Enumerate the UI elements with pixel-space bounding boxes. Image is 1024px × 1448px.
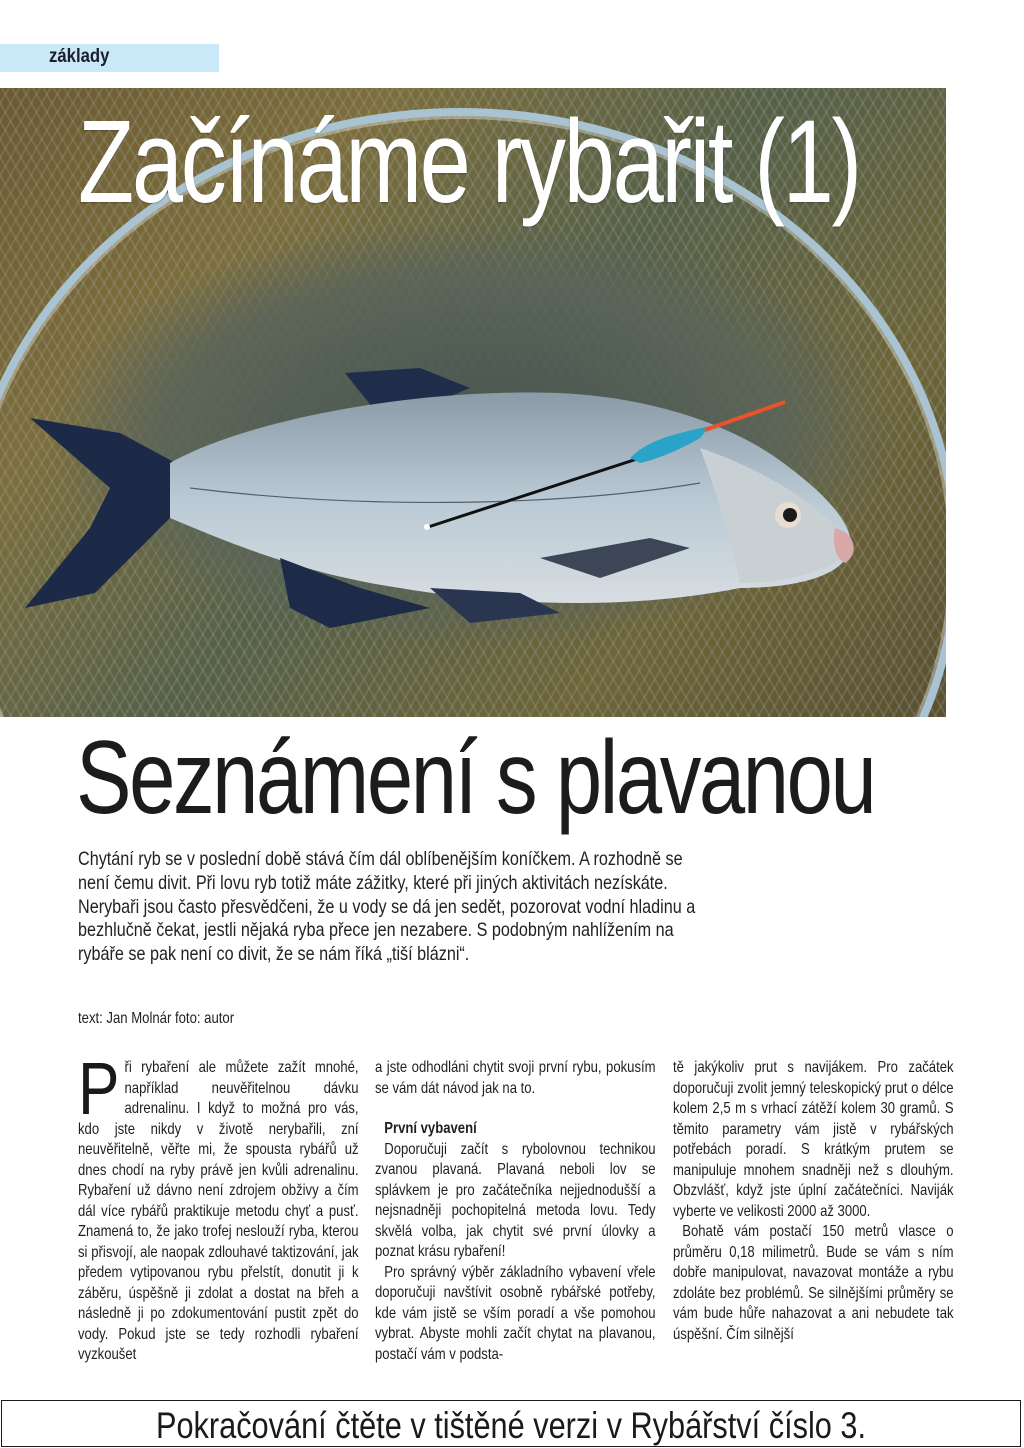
- lead-text: Chytání ryb se v poslední době stává čím dál oblíbenějším koníčkem. A rozhodně se není čemu divit. Při lovu ryb totiž máte zážitky, které při jiných aktivitách nezískáte. Nerybaři jsou často přesvědčeni, že u vody se dá jen sedět, pozorovat vodní hladinu a bezhlučně čekat, jestli nějaká ryba přece jen nezabere. S podobným nahlížením na rybáře se pak není co divit, že se nám říká „tiší blázni“.: [78, 848, 696, 966]
- byline: text: Jan Molnár foto: autor: [78, 1010, 235, 1027]
- article-subtitle: Seznámení s plavanou: [76, 720, 875, 836]
- body-column-1: [78, 1047, 359, 1366]
- article-title: Začínáme rybařit (1): [78, 96, 860, 228]
- body-column-2: [375, 1058, 656, 1365]
- section-tag: [0, 44, 219, 72]
- body-paragraph: tě jakýkoliv prut s navijákem. Pro začátek doporučuji zvolit jemný teleskopický prut o délce kolem 2,5 m s vrhací zátěží kolem 30 gramů. S těmito parametry vám jistě v rybářských potřebách poradí. S krátkým prutem se manipuluje mnohem snadněji než s dlouhým. Obzvlášť, když jste úplní začátečníci. Naviják vyberte ve velikosti 2000 až 3000.: [673, 1059, 954, 1220]
- continuation-notice: [1, 1400, 1021, 1447]
- continuation-text: Pokračování čtěte v tištěné verzi v Rybářství číslo 3.: [155, 1405, 867, 1446]
- body-paragraph: Doporučuji začít s rybolovnou technikou zvanou plavaná. Plavaná neboli lov se splávkem je pro začátečníka nejjednodušší a nejsnadněji pochopitelná metoda lovu. Tedy skvělá volba, jak chytit své první úlovky a poznat krásu rybaření!: [375, 1140, 656, 1260]
- body-paragraph: Bohatě vám postačí 150 metrů vlasce o průměru 0,18 milimetrů. Bude se vám s ním dobře manipulovat, navazovat montáže a rybu zdoláte bez problémů. Se silnějšími průměry se vám bude hůře nahazovat a ani nebudete tak úspěšní. Čím silnější: [673, 1223, 954, 1343]
- body-paragraph: Pro správný výběr základního vybavení vřele doporučuji navštívit osobně rybářské potřeby, kde vám jistě se vším poradí a vše pomohou vybrat. Abyste mohli začít chytat na plavanou, postačí vám v podsta-: [375, 1263, 656, 1363]
- lead-paragraph: [78, 848, 709, 967]
- hero-photo: [0, 88, 946, 717]
- body-column-3: [673, 1058, 954, 1345]
- section-heading: První vybavení: [384, 1120, 477, 1137]
- drop-cap: P: [78, 1047, 120, 1130]
- section-tag-label: základy: [49, 46, 110, 67]
- body-paragraph: ři rybaření ale můžete zažít mnohé, například neuvěřitelnou dávku adrenalinu. I když to možná pro vás, kdo jste nikdy v životě nerybařili, zní neuvěřitelně, věřte mi, že spousta rybářů už dnes chodí na ryby právě jen kvůli adrenalinu. Rybaření už dávno není zdrojem obživy a čím dál více rybářů praktikuje metodu chyť a pusť. Znamená to, že jako trofej neslouží ryba, kterou si přisvojí, ale naopak zdlouhavé taktizování, jak předem vytipovanou rybu přelstít, donutit ji k záběru, úspěšně ji zdolat a dostat na břeh a následně ji po zdokumentování pustit zpět do vody. Pokud jste se tedy rozhodli rybaření vyzkoušet: [78, 1059, 359, 1363]
- body-paragraph: a jste odhodláni chytit svoji první rybu, pokusím se vám dát návod jak na to.: [375, 1059, 656, 1097]
